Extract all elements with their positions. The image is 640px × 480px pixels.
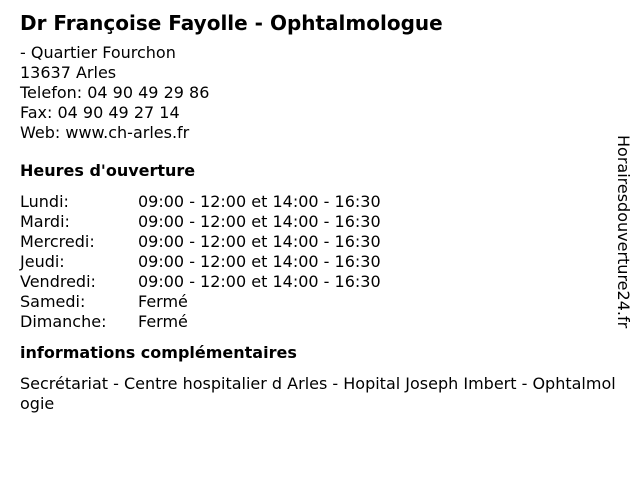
day-hours: Fermé [138, 312, 188, 331]
day-label: Dimanche: [20, 312, 107, 331]
hours-row [20, 292, 610, 312]
day-hours: 09:00 - 12:00 et 14:00 - 16:30 [138, 212, 381, 231]
day-hours: 09:00 - 12:00 et 14:00 - 16:30 [138, 232, 381, 251]
page-content [20, 10, 616, 414]
website: Web: www.ch-arles.fr [20, 123, 190, 142]
address-block [20, 43, 610, 143]
day-label: Lundi: [20, 192, 69, 211]
watermark-text: Horairesdouverture24.fr [614, 135, 633, 329]
hours-row [20, 192, 610, 212]
page-title: Dr Françoise Fayolle - Ophtalmologue [20, 11, 443, 35]
day-label: Samedi: [20, 292, 86, 311]
opening-hours-table [20, 192, 610, 332]
address-city: 13637 Arles [20, 63, 117, 82]
info-heading: informations complémentaires [20, 343, 297, 362]
day-hours: Fermé [138, 292, 188, 311]
hours-row [20, 212, 610, 232]
info-text: Secrétariat - Centre hospitalier d Arles - Hopital Joseph Imbert - Ophtalmologie [20, 374, 616, 413]
day-label: Vendredi: [20, 272, 96, 291]
hours-row [20, 272, 610, 292]
day-hours: 09:00 - 12:00 et 14:00 - 16:30 [138, 252, 381, 271]
day-label: Mercredi: [20, 232, 95, 251]
day-hours: 09:00 - 12:00 et 14:00 - 16:30 [138, 272, 381, 291]
hours-row [20, 312, 610, 332]
phone-number: Telefon: 04 90 49 29 86 [20, 83, 210, 102]
address-street: - Quartier Fourchon [20, 43, 176, 62]
hours-heading: Heures d'ouverture [20, 161, 196, 180]
day-label: Mardi: [20, 212, 70, 231]
day-label: Jeudi: [20, 252, 65, 271]
fax-number: Fax: 04 90 49 27 14 [20, 103, 180, 122]
hours-row [20, 252, 610, 272]
day-hours: 09:00 - 12:00 et 14:00 - 16:30 [138, 192, 381, 211]
hours-row [20, 232, 610, 252]
